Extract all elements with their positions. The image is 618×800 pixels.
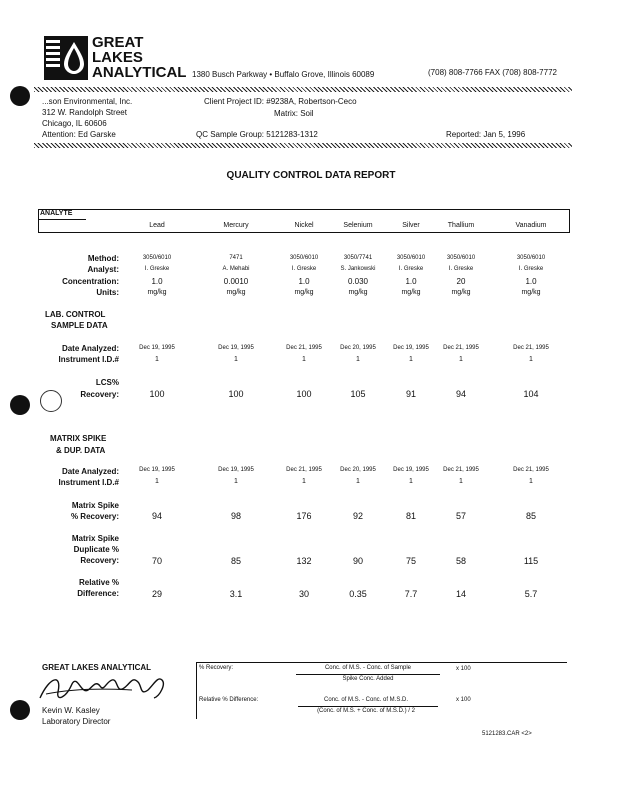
lcs-recovery-value: 105 — [350, 389, 366, 399]
analyte-column-header: Silver — [402, 222, 420, 229]
units-value: mg/kg — [147, 289, 167, 296]
lcs-date-value: Dec 20, 1995 — [340, 345, 376, 351]
lab-address: 1380 Busch Parkway • Buffalo Grove, Illinois 60089 — [192, 70, 375, 79]
method-value: 3050/6010 — [142, 255, 172, 261]
lcs-instrument-value: 1 — [529, 356, 533, 363]
analyst-value: I. Greske — [518, 266, 544, 272]
concentration-value: 20 — [456, 277, 466, 286]
analyte-column-header: Lead — [149, 222, 165, 229]
rpd-value: 29 — [151, 589, 163, 599]
ms-recovery-label-2: % Recovery: — [70, 512, 119, 521]
ms-instrument-value: 1 — [409, 478, 413, 485]
msd-recovery-value: 58 — [455, 556, 467, 566]
client-box-bottom-border — [34, 143, 572, 148]
analyst-value: S. Jankowski — [340, 266, 376, 272]
page-reference: 5121283.CAR <2> — [482, 731, 532, 737]
lcs-recovery-value: 100 — [149, 389, 165, 399]
units-value: mg/kg — [521, 289, 541, 296]
report-title: QUALITY CONTROL DATA REPORT — [226, 170, 396, 181]
rpd-formula-numerator: Conc. of M.S. - Conc. of M.S.D. — [323, 697, 409, 703]
ms-date-value: Dec 19, 1995 — [139, 467, 175, 473]
rpd-label-2: Difference: — [77, 589, 119, 598]
method-value: 3050/6010 — [289, 255, 319, 261]
punch-hole — [10, 700, 30, 720]
ms-instrument-value: 1 — [155, 478, 159, 485]
analyte-column-header: Vanadium — [515, 222, 547, 229]
lcs-instrument-value: 1 — [302, 356, 306, 363]
lcs-date-value: Dec 21, 1995 — [513, 345, 549, 351]
analyte-column-header: Mercury — [223, 222, 249, 229]
punch-hole — [10, 86, 30, 106]
lcs-date-value: Dec 21, 1995 — [443, 345, 479, 351]
ms-recovery-label-1: Matrix Spike — [71, 501, 119, 510]
analyte-header-label: ANALYTE — [40, 210, 73, 217]
concentration-value: 0.0010 — [223, 277, 249, 286]
ms-section-title: MATRIX SPIKE — [50, 434, 107, 443]
lcs-instrument-value: 1 — [459, 356, 463, 363]
ms-instrument-label: Instrument I.D.# — [58, 478, 119, 487]
analyst-value: I. Greske — [291, 266, 317, 272]
rpd-formula-denominator: (Conc. of M.S. + Conc. of M.S.D.) / 2 — [317, 708, 415, 714]
client-project-id: Client Project ID: #9238A, Robertson-Ceco — [204, 97, 357, 106]
lab-logo — [44, 36, 88, 80]
ms-instrument-value: 1 — [459, 478, 463, 485]
lcs-instrument-value: 1 — [155, 356, 159, 363]
punch-hole-outline — [40, 390, 62, 412]
lcs-recovery-value: 104 — [523, 389, 539, 399]
punch-hole — [10, 395, 30, 415]
msd-recovery-value: 115 — [523, 556, 539, 566]
rpd-value: 14 — [455, 589, 467, 599]
client-city: Chicago, IL 60606 — [42, 119, 107, 128]
client-box-top-border — [34, 87, 572, 92]
concentration-value: 1.0 — [405, 277, 417, 286]
method-value: 7471 — [229, 255, 243, 261]
rpd-value: 7.7 — [404, 589, 418, 599]
ms-recovery-value: 98 — [230, 511, 242, 521]
ms-recovery-value: 176 — [296, 511, 312, 521]
ms-instrument-value: 1 — [302, 478, 306, 485]
rpd-value: 3.1 — [229, 589, 243, 599]
analyst-value: I. Greske — [144, 266, 170, 272]
company-name-line2: LAKES — [92, 49, 143, 66]
concentration-value: 1.0 — [298, 277, 310, 286]
recovery-formula-numerator: Conc. of M.S. - Conc. of Sample — [324, 665, 412, 671]
msd-recovery-value: 75 — [405, 556, 417, 566]
concentration-label: Concentration: — [62, 277, 119, 286]
msd-recovery-value: 70 — [151, 556, 163, 566]
lcs-section-title: LAB. CONTROL — [45, 310, 106, 319]
msd-label-2: Duplicate % — [73, 545, 119, 554]
lcs-recovery-value: 100 — [296, 389, 312, 399]
concentration-value: 1.0 — [525, 277, 537, 286]
analyst-value: I. Greske — [448, 266, 474, 272]
ms-section-subtitle: & DUP. DATA — [56, 446, 106, 455]
client-attention: Attention: Ed Garske — [42, 130, 116, 139]
ms-date-label: Date Analyzed: — [61, 467, 119, 476]
units-value: mg/kg — [401, 289, 421, 296]
units-label: Units: — [96, 288, 119, 297]
units-value: mg/kg — [348, 289, 368, 296]
ms-recovery-value: 85 — [525, 511, 537, 521]
ms-date-value: Dec 19, 1995 — [218, 467, 254, 473]
analyte-column-header: Thallium — [447, 222, 475, 229]
msd-recovery-value: 90 — [352, 556, 364, 566]
analyte-header-underline — [38, 219, 86, 220]
method-value: 3050/7741 — [343, 255, 373, 261]
method-value: 3050/6010 — [396, 255, 426, 261]
lab-phone-fax: (708) 808-7766 FAX (708) 808-7772 — [428, 68, 557, 77]
ms-instrument-value: 1 — [356, 478, 360, 485]
company-name-line3: ANALYTICAL — [92, 64, 187, 81]
lcs-date-value: Dec 21, 1995 — [286, 345, 322, 351]
units-value: mg/kg — [226, 289, 246, 296]
analyte-column-header: Selenium — [343, 222, 373, 229]
ms-recovery-value: 81 — [405, 511, 417, 521]
msd-recovery-value: 132 — [296, 556, 312, 566]
analyte-column-header: Nickel — [294, 222, 314, 229]
rpd-formula-label: Relative % Difference: — [199, 697, 259, 703]
ms-date-value: Dec 21, 1995 — [513, 467, 549, 473]
msd-label-3: Recovery: — [80, 556, 119, 565]
rpd-value: 0.35 — [349, 589, 367, 599]
lcs-instrument-value: 1 — [356, 356, 360, 363]
units-value: mg/kg — [294, 289, 314, 296]
rpd-fraction-bar — [298, 706, 438, 707]
water-drop-logo-icon — [44, 36, 88, 80]
recovery-fraction-bar — [296, 674, 440, 675]
lcs-recovery-value: 94 — [455, 389, 467, 399]
msd-recovery-value: 85 — [230, 556, 242, 566]
lcs-date-value: Dec 19, 1995 — [393, 345, 429, 351]
units-value: mg/kg — [451, 289, 471, 296]
signer-name: Kevin W. Kasley — [42, 706, 100, 715]
ms-date-value: Dec 21, 1995 — [443, 467, 479, 473]
recovery-formula-label: % Recovery: — [199, 665, 234, 671]
ms-instrument-value: 1 — [529, 478, 533, 485]
lcs-date-label: Date Analyzed: — [61, 344, 119, 353]
method-value: 3050/6010 — [446, 255, 476, 261]
rpd-value: 5.7 — [524, 589, 538, 599]
recovery-formula-denominator: Spike Conc. Added — [342, 676, 394, 682]
lcs-instrument-label: Instrument I.D.# — [58, 355, 119, 364]
lcs-date-value: Dec 19, 1995 — [139, 345, 175, 351]
ms-recovery-value: 92 — [352, 511, 364, 521]
method-value: 3050/6010 — [516, 255, 546, 261]
signer-title: Laboratory Director — [42, 717, 111, 726]
ms-date-value: Dec 19, 1995 — [393, 467, 429, 473]
lcs-instrument-value: 1 — [234, 356, 238, 363]
rpd-value: 30 — [298, 589, 310, 599]
qc-sample-group: QC Sample Group: 5121283-1312 — [196, 130, 318, 139]
ms-recovery-value: 94 — [151, 511, 163, 521]
lcs-section-subtitle: SAMPLE DATA — [51, 321, 108, 330]
report-date: Reported: Jan 5, 1996 — [446, 130, 526, 139]
analyst-label: Analyst: — [87, 265, 119, 274]
recovery-formula-multiplier: x 100 — [456, 666, 471, 672]
lcs-instrument-value: 1 — [409, 356, 413, 363]
client-name: ...son Environmental, Inc. — [42, 97, 133, 106]
company-name-line1: GREAT — [92, 34, 144, 51]
lcs-date-value: Dec 19, 1995 — [218, 345, 254, 351]
ms-recovery-value: 57 — [455, 511, 467, 521]
analyst-value: A. Mehabi — [222, 266, 250, 272]
footer-company-name: GREAT LAKES ANALYTICAL — [42, 663, 152, 672]
rpd-label-1: Relative % — [78, 578, 119, 587]
director-signature — [36, 668, 176, 708]
ms-instrument-value: 1 — [234, 478, 238, 485]
analyst-value: I. Greske — [398, 266, 424, 272]
msd-label-1: Matrix Spike — [71, 534, 119, 543]
rpd-formula-multiplier: x 100 — [456, 697, 471, 703]
concentration-value: 1.0 — [151, 277, 163, 286]
signature-icon — [36, 668, 176, 708]
ms-date-value: Dec 20, 1995 — [340, 467, 376, 473]
matrix-type: Matrix: Soil — [274, 109, 314, 118]
lcs-recovery-value: 100 — [228, 389, 244, 399]
lcs-recovery-label-1: LCS% — [95, 378, 119, 387]
concentration-value: 0.030 — [347, 277, 369, 286]
method-label: Method: — [87, 254, 119, 263]
ms-date-value: Dec 21, 1995 — [286, 467, 322, 473]
client-street: 312 W. Randolph Street — [42, 108, 127, 117]
lcs-recovery-label-2: Recovery: — [80, 390, 119, 399]
analyte-header-box — [38, 209, 570, 233]
lcs-recovery-value: 91 — [405, 389, 417, 399]
